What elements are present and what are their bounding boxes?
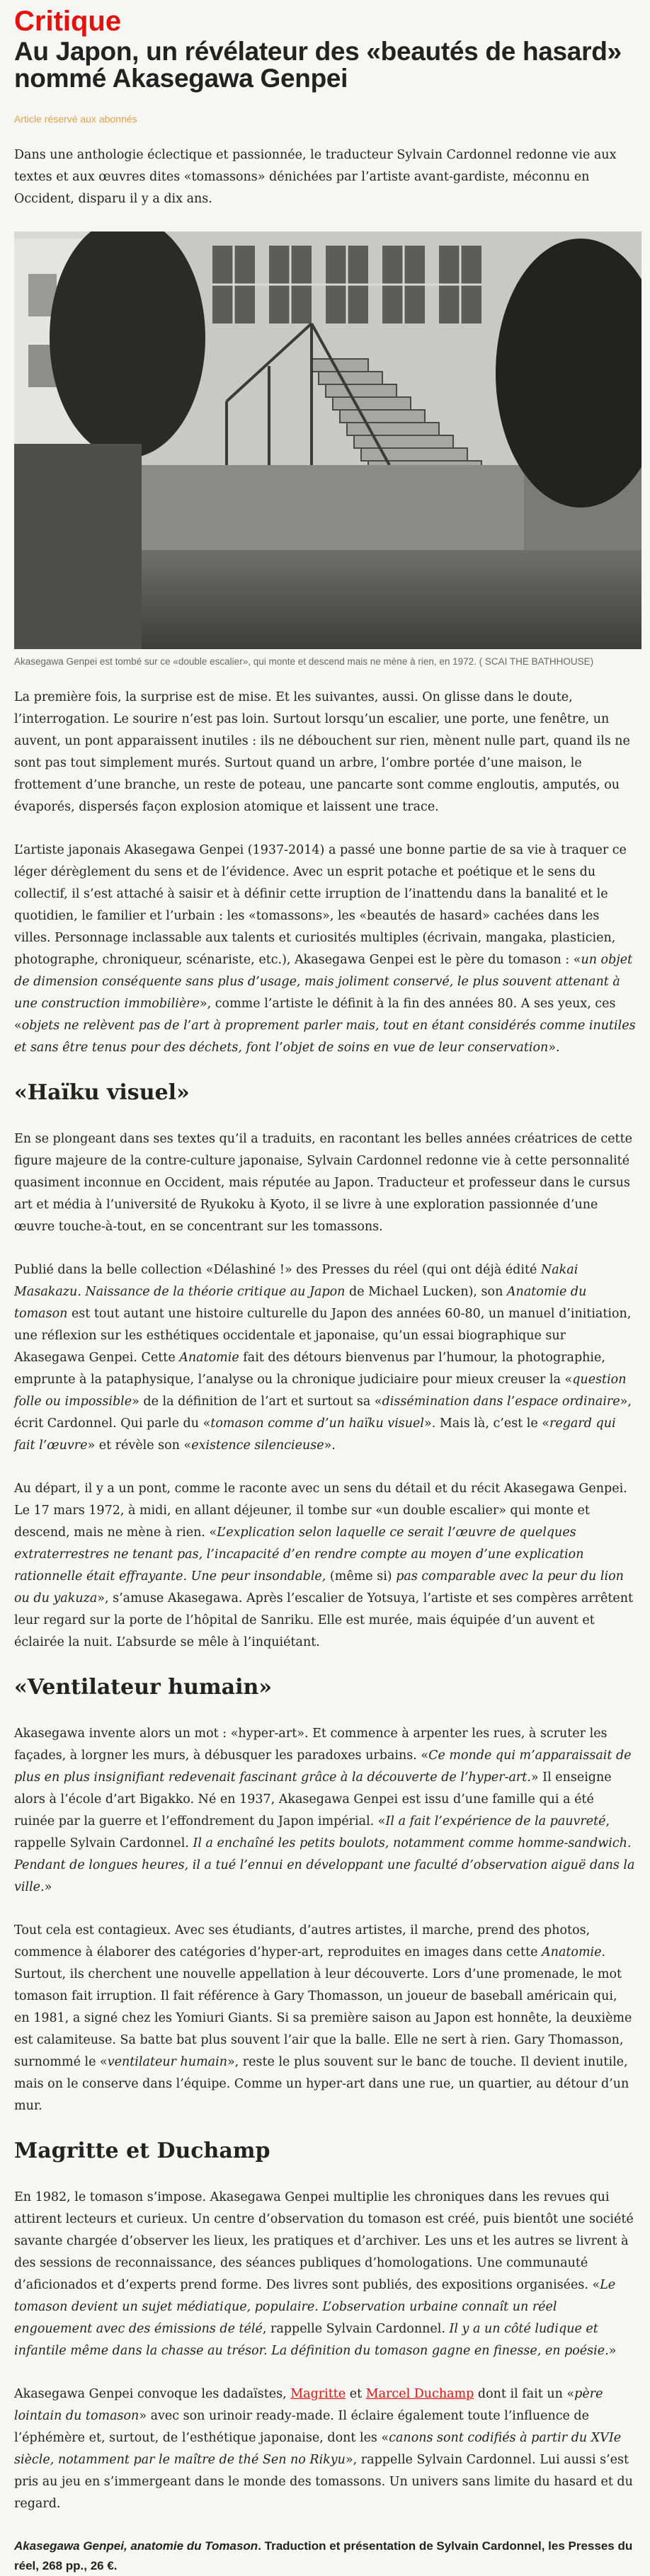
subheading-haiku-visuel: «Haïku visuel» [14, 1080, 190, 1105]
paragraph: Akasegawa Genpei convoque les dadaïstes, Magritte et Marcel Duchamp dont il fait un «père lointain du tomason» avec son urinoir ready-made. Il éclaire également toute l’influence de l’éphémère et, surtout, de l’esthétique japonaise, dont les «canons sont codifiés à partir du XVIe siècle, notamment par le maître de thé Sen no Rikyu», rappelle Sylvain Cardonnel. Lui aussi s’est pris au jeu en s’immergeant dans le monde des tomassons. Un univers sans limite du hasard et du regard. [14, 2387, 633, 2511]
figure-caption: Akasegawa Genpei est tombé sur ce «double escalier», qui monte et descend mais ne mène à rien, en 1972. ( SCAI THE BATHHOUSE) [14, 656, 594, 667]
paragraph: La première fois, la surprise est de mise. Et les suivantes, aussi. On glisse dans le doute, l’interrogation. Le sourire n’est pas loin. Surtout lorsqu’un escalier, une porte, une fenêtre, un auvent, un pont apparaissent inutiles : ils ne débouchent sur rien, mènent nulle part, quand ils ne sont pas tout simplement murés. Surtout quand un arbre, l’ombre portée d’une maison, le frottement d’une branche, un reste de poteau, une pancarte sont comme engloutis, amputés, ou évaporés, dispersés façon explosion atomique et laissent une trace. [14, 690, 630, 814]
article [0, 6, 650, 2576]
paragraph: Tout cela est contagieux. Avec ses étudiants, d’autres artistes, il marche, prend des photos, commence à élaborer des catégories d’hyper-art, reproduites en images dans cette Anatomie. Surtout, ils cherchent une nouvelle appellation à leur découverte. Lors d’une promenade, le mot tomason fait irruption. Il fait référence à Gary Thomasson, un joueur de baseball américain qui, en 1981, a signé chez les Yomiuri Giants. Si sa première saison au Japon est honnête, la deuxième est calamiteuse. Sa batte bat plus souvent l’air que la balle. Elle ne sert à rien. Gary Thomasson, surnommé le «ventilateur humain», reste le plus souvent sur le banc de touche. Il devient inutile, mais on le conserve dans l’équipe. Comme un hyper-art dans une rue, un quartier, au détour d’un mur. [14, 1923, 632, 2113]
book-title: Akasegawa Genpei, anatomie du Tomason [14, 2539, 258, 2553]
section-kicker[interactable]: Critique [14, 6, 122, 37]
paragraph: En se plongeant dans ses textes qu’il a traduits, en racontant les belles années créatrices de cette figure majeure de la contre-culture japonaise, Sylvain Cardonnel redonne vie à cette personnalité quasiment inconnue en Occident, mais réputée au Japon. Traducteur et professeur dans le cursus art et média à l’université de Ryukoku à Kyoto, il se livre à une exploration passionnée d’une œuvre touche-à-tout, en se concentrant sur les tomassons. [14, 1132, 632, 1234]
paragraph: En 1982, le tomason s’impose. Akasegawa Genpei multiplie les chroniques dans les revues qui attirent lecteurs et curieux. Un centre d’observation du tomason est créé, puis bientôt une société savante chargée d’observer les lieux, les pratiques et d’archiver. Les uns et les autres se livrent à des sessions de reconnaissance, des séances publiques d’homologations. Une communauté d’aficionados et d’experts prend forme. Des livres sont publiés, des expositions organisées. «Le tomason devient un sujet médiatique, populaire. L’observation urbaine connaît un réel engouement avec des émissions de télé, rappelle Sylvain Cardonnel. Il y a un côté ludique et infantile même dans la chasse au trésor. La définition du tomason gagne en finesse, en poésie.» [14, 2190, 634, 2358]
article-body [14, 687, 636, 2576]
subscriber-badge: Article réservé aux abonnés [14, 113, 137, 125]
subheading-magritte-duchamp: Magritte et Duchamp [14, 2139, 270, 2163]
paragraph: Publié dans la belle collection «Délashiné !» des Presses du réel (qui ont déjà édité Nakai Masakazu. Naissance de la théorie critique au Japon de Michael Lucken), son Anatomie du tomason est tout autant une histoire culturelle du Japon des années 60-80, un manuel d’initiation, une réflexion sur les esthétiques occidentale et japonaise, qu’un essai biographique sur Akasegawa Genpei. Cette Anatomie fait des détours bienvenus par l’humour, la photographie, emprunte à la pataphysique, l’analyse ou la chronique judiciaire pour mieux creuser la «question folle ou impossible» de la définition de l’art et surtout sa «dissémination dans l’espace ordinaire», écrit Cardonnel. Qui parle du «tomason comme d’un haïku visuel». Mais là, c’est le «regard qui fait l’œuvre» et révèle son «existence silencieuse». [14, 1263, 632, 1453]
paragraph: Au départ, il y a un pont, comme le raconte avec un sens du détail et du récit Akasegawa Genpei. Le 17 mars 1972, à midi, en allant déjeuner, il tombe sur «un double escalier» qui monte et descend, mais ne mène à rien. «L’explication selon laquelle ce serait l’œuvre de quelques extraterrestres ne tenant pas, l’incapacité d’en rendre compte au moyen d’une explication rationnelle était effrayante. Une peur insondable, (même si) pas comparable avec la peur du lion ou du yakuza», s’amuse Akasegawa. Après l’escalier de Yotsuya, l’artiste et ses compères arrêtent leur regard sur la porte de l’hôpital de Sanriku. Elle est murée, mais équipée d’un auvent et éclairée la nuit. L’absurde se mêle à l’inquiétant. [14, 1482, 634, 1649]
magritte-link[interactable]: Magritte [290, 2387, 346, 2401]
book-reference [14, 2536, 636, 2576]
article-lead: Dans une anthologie éclectique et passionnée, le traducteur Sylvain Cardonnel redonne vie aux textes et aux œuvres dites «tomassons» dénichées par l’artiste avant-gardiste, méconnu en Occident, disparu il y a dix ans. [14, 148, 617, 206]
subheading-ventilateur-humain: «Ventilateur humain» [14, 1675, 273, 1700]
page-title: Au Japon, un révélateur des «beautés de hasard» nommé Akasegawa Genpei [14, 37, 622, 93]
paragraph: Akasegawa invente alors un mot : «hyper-art». Et commence à arpenter les rues, à scruter les façades, à lorgner les murs, à débusquer les paradoxes urbains. «Ce monde qui m’apparaissait de plus en plus insignifiant redevenait fascinant grâce à la découverte de l’hyper-art.» Il enseigne alors à l’école d’art Bigakko. Né en 1937, Akasegawa Genpei est issu d’une famille qui a été ruinée par la guerre et l’effondrement du Japon impérial. «Il a fait l’expérience de la pauvreté, rappelle Sylvain Cardonnel. Il a enchaîné les petits boulots, notamment comme homme-sandwich. Pendant de longues heures, il a tué l’ennui en développant une faculté d’observation aiguë dans la ville.» [14, 1727, 635, 1894]
book-details: . Traduction et présentation de Sylvain Cardonnel, les Presses du réel, 268 pp., 26 €. [14, 2539, 633, 2572]
marcel-duchamp-link[interactable]: Marcel Duchamp [365, 2387, 474, 2401]
article-figure [14, 231, 636, 667]
staircase-photo [14, 231, 642, 649]
paragraph: L’artiste japonais Akasegawa Genpei (1937-2014) a passé une bonne partie de sa vie à traquer ce léger dérèglement du sens et de l’évidence. Avec un esprit potache et poétique et le sens du collectif, il s’est attaché à saisir et à définir cette irruption de l’inattendu dans la banalité et le quotidien, le familier et l’urbain : les «tomassons», les «beautés de hasard» cachées dans les villes. Personnage inclassable aux talents et curiosités multiples (écrivain, mangaka, plasticien, photographe, chroniqueur, scénariste, etc.), Akasegawa Genpei est le père du tomason : «un objet de dimension conséquente sans plus d’usage, mais joliment conservé, le plus souvent attenant à une construction immobilière», comme l’artiste le définit à la fin des années 80. A ses yeux, ces «objets ne relèvent pas de l’art à proprement parler mais, tout en étant considérés comme inutiles et sans être tenus pour des déchets, font l’objet de soins en vue de leur conservation». [14, 843, 636, 1055]
